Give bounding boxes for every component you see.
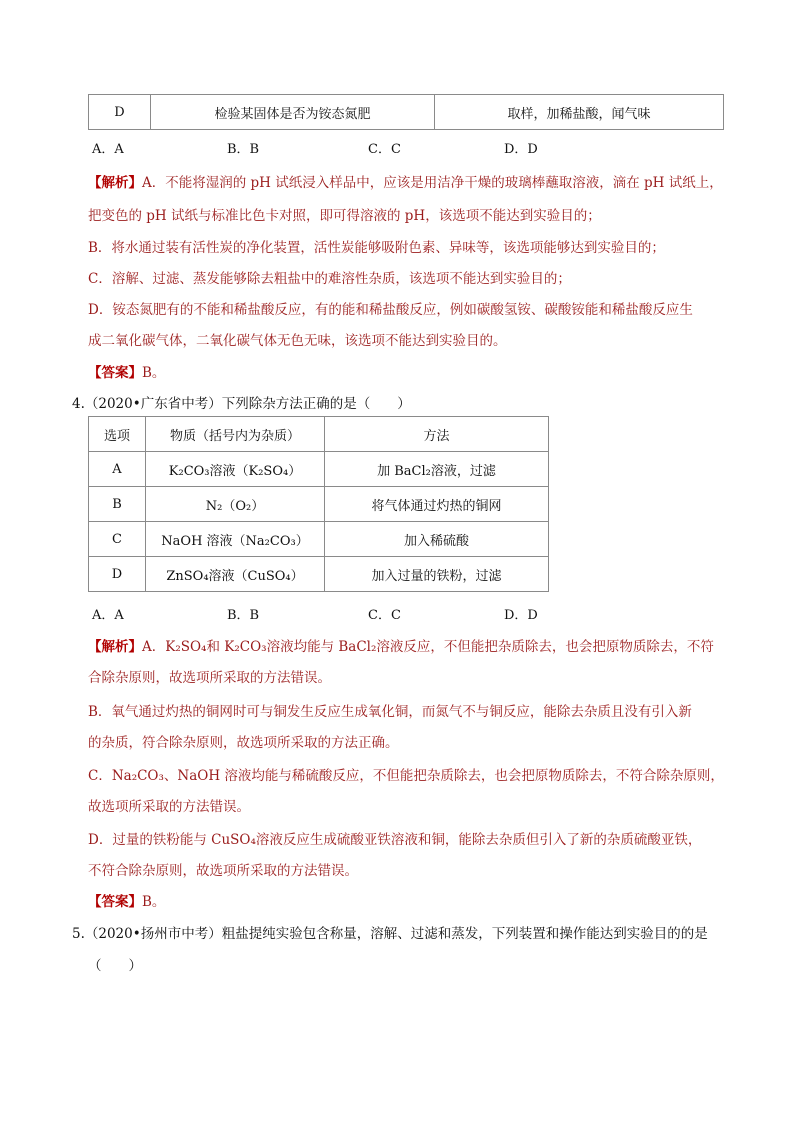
answer-line [88,361,165,381]
table-cell: 检验某固体是否为铵态氮肥 [151,95,435,130]
analysis-line: C．溶解、过滤、蒸发能够除去粗盐中的难溶性杂质，该选项不能达到实验目的； [88,271,571,287]
table-cell: NaOH 溶液（Na₂CO₃） [146,522,325,557]
option-b: B．B [227,142,260,157]
analysis-line: D．过量的铁粉能与 CuSO₄溶液反应生成硫酸亚铁溶液和铜，能除去杂质但引入了新的杂质硫酸亚铁， [88,832,702,848]
options-row [92,138,538,157]
table-cell: 将气体通过灼热的铜网 [325,487,549,522]
table-cell: 加入稀硫酸 [325,522,549,557]
option-a: A．A [92,142,124,157]
header-cell: 方法 [325,417,549,452]
analysis-label: 【解析】 [88,639,142,655]
table-cell: N₂（O₂） [146,487,325,522]
table-cell: K₂CO₃溶液（K₂SO₄） [146,452,325,487]
table-cell: A [89,452,146,487]
analysis-line [88,635,714,655]
analysis-line: B．氧气通过灼热的铜网时可与铜发生反应生成氧化铜，而氮气不与铜反应，能除去杂质且没有引入新 [88,704,692,720]
question-3-table-row-d [88,94,724,130]
table-cell: 取样，加稀盐酸，闻气味 [435,95,724,130]
table-row [89,95,724,130]
header-cell: 物质（括号内为杂质） [146,417,325,452]
table-row [89,452,549,487]
option-c: C．C [368,142,401,157]
analysis-line: 的杂质，符合除杂原则，故选项所采取的方法正确。 [88,735,399,751]
analysis-line: 成二氧化碳气体，二氧化碳气体无色无味，该选项不能达到实验目的。 [88,333,507,349]
question-5-blank: （ ） [88,958,142,974]
analysis-text: A．K₂SO₄和 K₂CO₃溶液均能与 BaCl₂溶液反应，不但能把杂质除去，也会把原物质除去，不符 [142,639,714,655]
option-d: D．D [504,608,538,623]
analysis-line: 把变色的 pH 试纸与标准比色卡对照，即可得溶液的 pH，该选项不能达到实验目的； [88,208,601,224]
table-cell: D [89,95,151,130]
table-row [89,487,549,522]
table-cell: 加入过量的铁粉，过滤 [325,557,549,592]
header-cell: 选项 [89,417,146,452]
table-cell: D [89,557,146,592]
table-cell: ZnSO₄溶液（CuSO₄） [146,557,325,592]
answer-label: 【答案】 [88,365,142,381]
table-cell: B [89,487,146,522]
answer-line [88,890,165,910]
option-b: B．B [227,608,260,623]
options-row [92,604,538,623]
option-a: A．A [92,608,124,623]
analysis-line [88,171,723,191]
option-c: C．C [368,608,401,623]
answer-text: B。 [142,365,166,381]
table-row [89,557,549,592]
analysis-line: 不符合除杂原则，故选项所采取的方法错误。 [88,863,358,879]
analysis-line: C．Na₂CO₃、NaOH 溶液均能与稀硫酸反应，不但能把杂质除去，也会把原物质除去，不符合除杂原则， [88,768,724,784]
table-cell: 加 BaCl₂溶液，过滤 [325,452,549,487]
option-d: D．D [504,142,538,157]
question-4-text: 4.（2020•广东省中考）下列除杂方法正确的是（ ） [72,396,411,412]
answer-label: 【答案】 [88,894,142,910]
analysis-line: 故选项所采取的方法错误。 [88,799,250,815]
table-header-row [89,417,549,452]
answer-text: B。 [142,894,166,910]
table-row [89,522,549,557]
question-4-table [88,416,549,592]
analysis-line: 合除杂原则，故选项所采取的方法错误。 [88,670,331,686]
question-5-text: 5.（2020•扬州市中考）粗盐提纯实验包含称量，溶解、过滤和蒸发，下列装置和操作能达到实验目的的是 [72,926,708,942]
analysis-line: D．铵态氮肥有的不能和稀盐酸反应，有的能和稀盐酸反应，例如碳酸氢铵、碳酸铵能和稀盐酸反应生 [88,302,693,318]
table-cell: C [89,522,146,557]
analysis-line: B．将水通过装有活性炭的净化装置，活性炭能够吸附色素、异味等，该选项能够达到实验目的； [88,240,665,256]
analysis-text: A．不能将湿润的 pH 试纸浸入样品中，应该是用洁净干燥的玻璃棒蘸取溶液，滴在 pH 试纸上， [142,175,723,191]
analysis-label: 【解析】 [88,175,142,191]
